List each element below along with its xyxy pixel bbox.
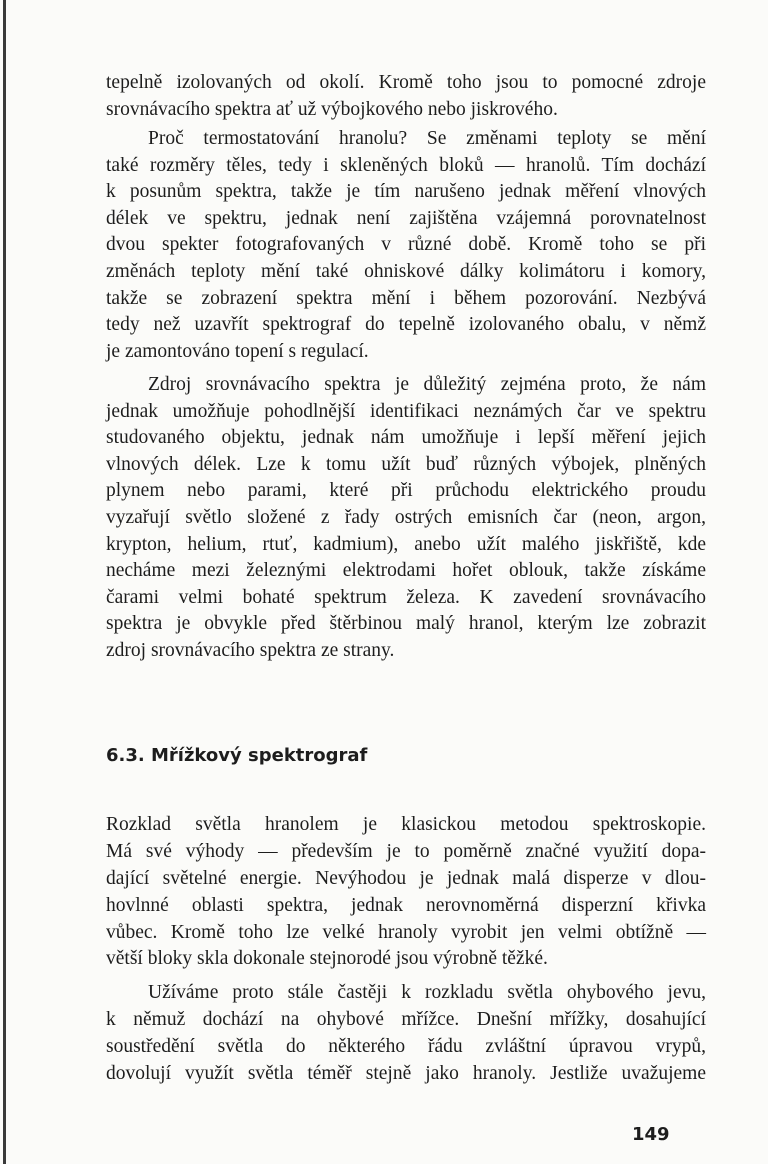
text-line: spektra je obvykle před štěrbinou malý hranol, kterým lze zobrazit: [106, 613, 706, 635]
text-line: dovolují využít světla téměř stejně jako hranoly. Jestliže uvažujeme: [106, 1062, 706, 1084]
paragraph: [106, 126, 706, 365]
paragraph: [106, 372, 706, 665]
text-line: změnách teploty mění také ohniskové dálky kolimátoru i komory,: [106, 260, 706, 282]
text-line: zdroj srovnávacího spektra ze strany.: [106, 639, 395, 661]
text-line: tepelně izolovaných od okolí. Kromě toho jsou to pomocné zdroje: [106, 72, 706, 93]
page-number: 149: [632, 1124, 670, 1145]
text-line: Rozklad světla hranolem je klasickou metodou spektroskopie.: [106, 814, 706, 835]
text-line: plynem nebo parami, které při průchodu elektrického proudu: [106, 480, 706, 502]
section-heading: 6.3. Mřížkový spektrograf: [106, 745, 368, 766]
text-line: Užíváme proto stále častěji k rozkladu světla ohybového jevu,: [148, 982, 706, 1003]
text-line: hovlnné oblasti spektra, jednak nerovnoměrná disperzní křivka: [106, 894, 706, 916]
text-line: je zamontováno topení s regulací.: [106, 340, 369, 362]
text-line: větší bloky skla dokonale stejnorodé jsou výrobně těžké.: [106, 948, 548, 970]
text-line: studovaného objektu, jednak nám umožňuje i lepší měření jejich: [106, 427, 706, 449]
text-line: necháme mezi železnými elektrodami hořet oblouk, takže získáme: [106, 560, 706, 582]
text-line: soustředění světla do některého řádu zvláštní úpravou vrypů,: [106, 1035, 706, 1057]
scan-edge: [3, 0, 6, 1164]
text-line: dající světelné energie. Nevýhodou je jednak malá disperze v dlou-: [106, 867, 706, 889]
text-line: k němuž dochází na ohybové mřížce. Dnešní mřížky, dosahující: [106, 1008, 706, 1030]
text-line: krypton, helium, rtuť, kadmium), anebo užít malého jiskřiště, kde: [106, 533, 706, 555]
text-line: tedy než uzavřít spektrograf do tepelně izolovaného obalu, v němž: [106, 314, 706, 336]
text-line: čarami velmi bohaté spektrum železa. K zavedení srovnávacího: [106, 586, 706, 608]
text-line: Má své výhody — především je to poměrně značné využití dopa-: [106, 840, 706, 862]
text-line: také rozměry těles, tedy i skleněných bloků — hranolů. Tím dochází: [106, 154, 706, 176]
text-line: Proč termostatování hranolu? Se změnami teploty se mění: [148, 128, 706, 149]
text-line: vyzařují světlo složené z řady ostrých emisních čar (neon, argon,: [106, 506, 706, 528]
paragraph: [106, 812, 706, 973]
text-line: srovnávacího spektra ať už výbojkového nebo jiskrového.: [106, 98, 558, 120]
text-line: k posunům spektra, takže je tím narušeno jednak měření vlnových: [106, 181, 706, 203]
text-line: takže se zobrazení spektra mění i během pozorování. Nezbývá: [106, 287, 706, 309]
paragraph: [106, 980, 706, 1088]
text-line: délek ve spektru, jednak není zajištěna vzájemná porovnatelnost: [106, 207, 706, 229]
paragraph: [106, 70, 706, 123]
text-line: jednak umožňuje pohodlnější identifikaci neznámých čar ve spektru: [106, 400, 706, 422]
text-line: Zdroj srovnávacího spektra je důležitý zejména proto, že nám: [148, 374, 706, 395]
text-line: vůbec. Kromě toho lze velké hranoly vyrobit jen velmi obtížně —: [106, 921, 706, 943]
text-line: vlnových délek. Lze k tomu užít buď různých výbojek, plněných: [106, 453, 706, 475]
text-line: dvou spekter fotografovaných v různé době. Kromě toho se při: [106, 234, 706, 256]
